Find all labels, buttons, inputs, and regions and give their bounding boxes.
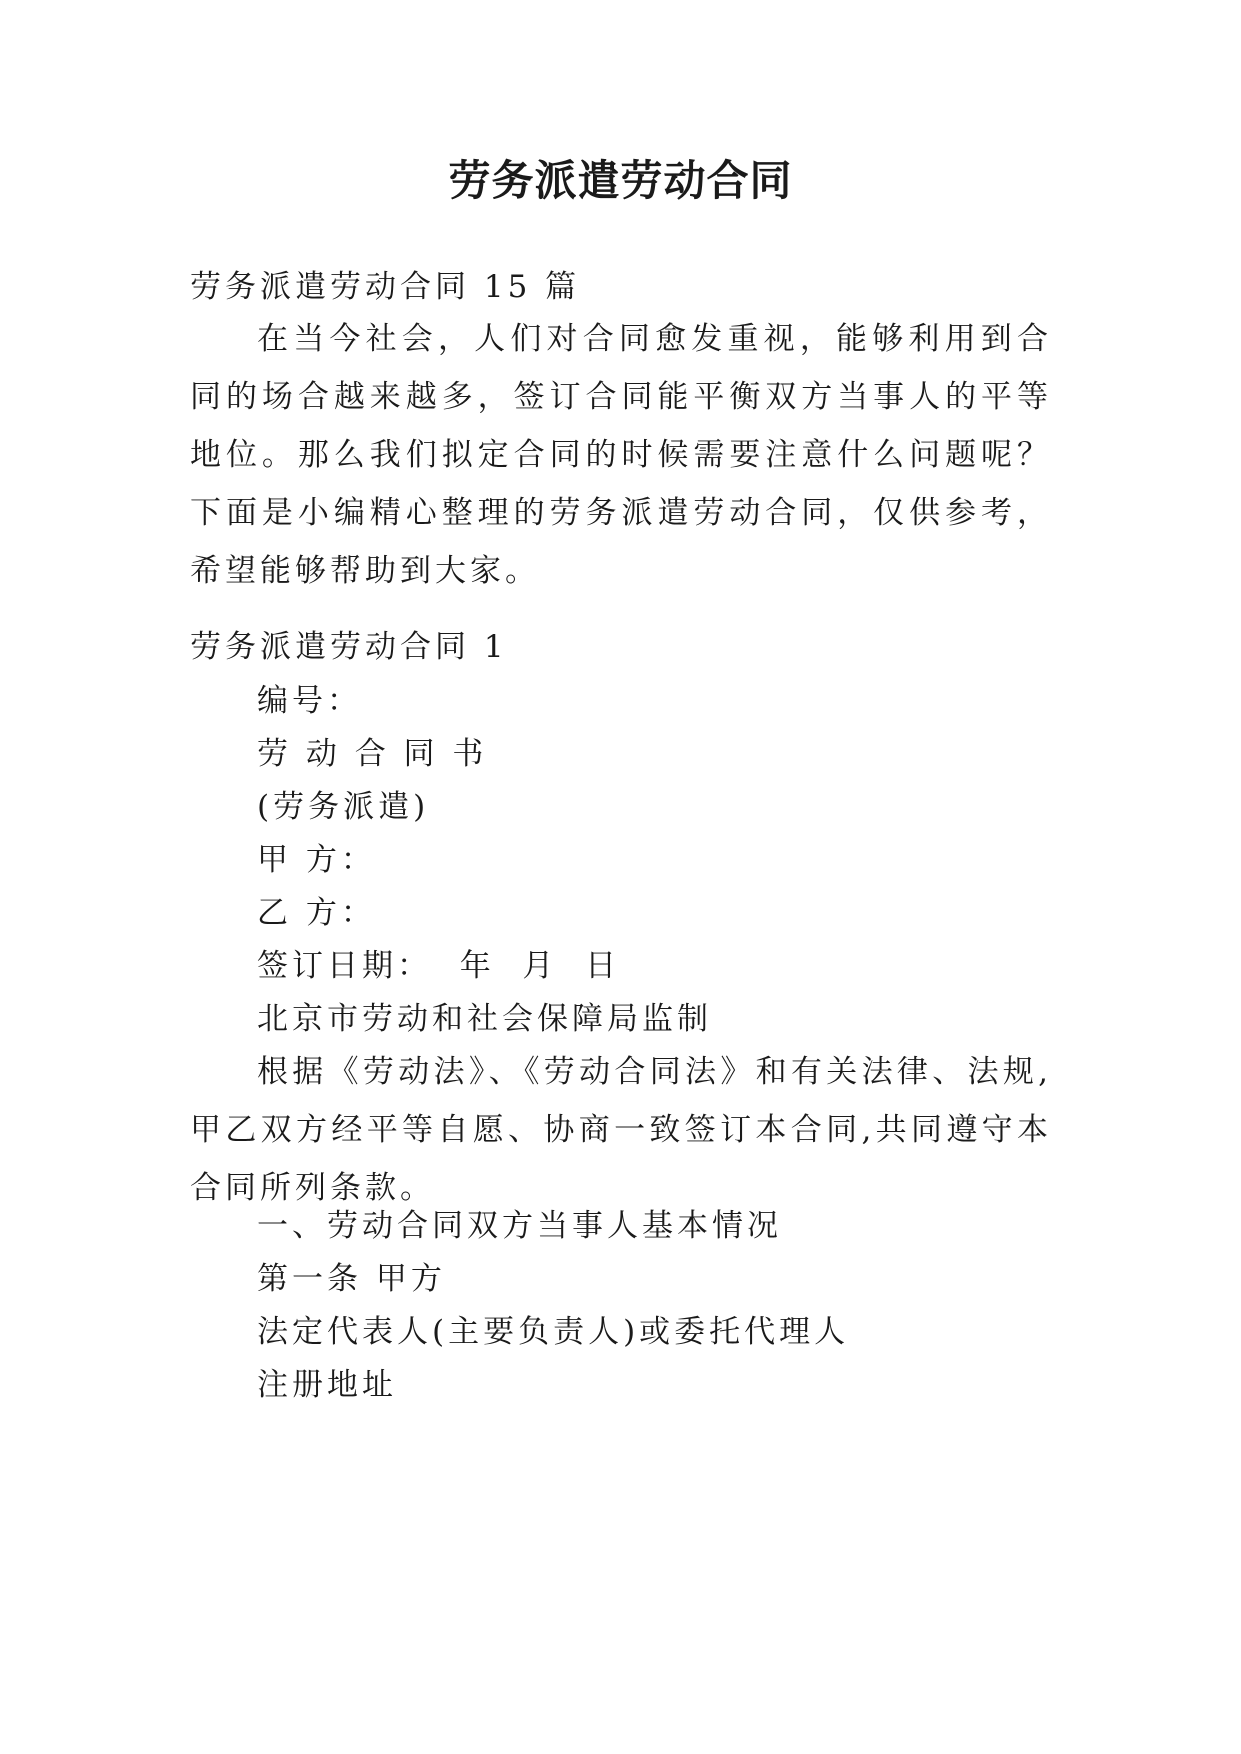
party-b-label: 乙 方：	[257, 895, 376, 931]
legal-rep-label: 法定代表人(主要负责人)或委托代理人	[257, 1314, 850, 1350]
dispatch-note: (劳务派遣)	[257, 789, 430, 825]
chapter-one-heading: 一、劳动合同双方当事人基本情况	[257, 1208, 782, 1244]
number-label: 编号：	[257, 683, 362, 719]
sign-date-label: 签订日期： 年 月 日	[257, 948, 621, 984]
contract-book-label: 劳 动 合 同 书	[257, 736, 488, 772]
section-heading: 劳务派遣劳动合同 1	[190, 629, 508, 665]
article-one-heading: 第一条 甲方	[257, 1261, 446, 1297]
registered-address-label: 注册地址	[257, 1367, 397, 1403]
collection-heading: 劳务派遣劳动合同 15 篇	[190, 269, 581, 305]
supervisor-label: 北京市劳动和社会保障局监制	[257, 1001, 712, 1037]
document-title: 劳务派遣劳动合同	[448, 156, 793, 205]
legal-paragraph: 根据《劳动法》、《劳动合同法》和有关法律、法规,甲乙双方经平等自愿、协商一致签订本合同,共同遵守本合同所列条款。	[190, 1054, 1052, 1206]
intro-paragraph: 在当今社会，人们对合同愈发重视，能够利用到合同的场合越来越多，签订合同能平衡双方当事人的平等地位。那么我们拟定合同的时候需要注意什么问题呢？下面是小编精心整理的劳务派遣劳动合同，仅供参考，希望能够帮助到大家。	[190, 321, 1052, 589]
party-a-label: 甲 方：	[257, 842, 376, 878]
